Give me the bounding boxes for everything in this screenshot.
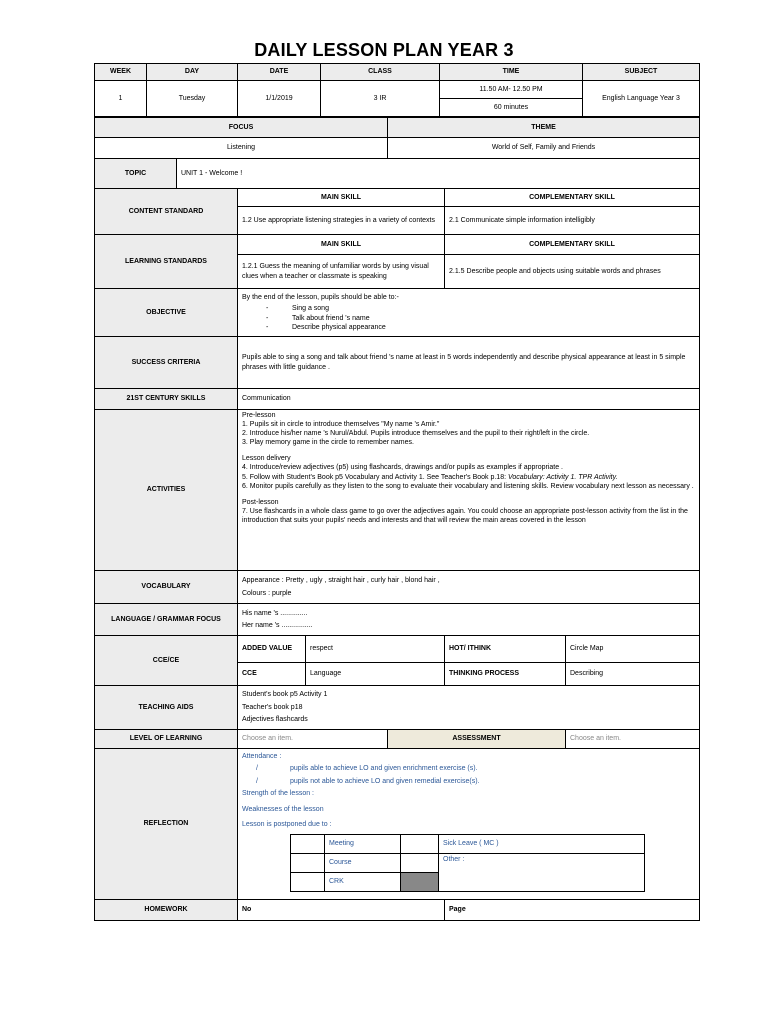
teaching-aid-item: Adjectives flashcards bbox=[242, 716, 308, 724]
added-value-label: ADDED VALUE bbox=[238, 636, 306, 663]
teaching-aid-item: Student's book p5 Activity 1 bbox=[242, 691, 328, 699]
post-lesson-title: Post-lesson bbox=[242, 498, 279, 506]
duration-value: 60 minutes bbox=[440, 99, 583, 117]
cce-label: CCE/CE bbox=[95, 636, 238, 686]
postponed-label: Lesson is postponed due to : bbox=[242, 821, 332, 829]
teaching-aids-label: TEACHING AIDS bbox=[95, 686, 238, 730]
day-header: DAY bbox=[147, 64, 238, 81]
crk-checkbox[interactable] bbox=[291, 872, 325, 891]
cce-sub-label: CCE bbox=[238, 663, 306, 686]
reflection-content bbox=[238, 749, 700, 900]
activity-step: 2. Introduce his/her name 's Nurul/Abdul. Pupils introduce themselves and the pupil to their right/left in the circle. bbox=[242, 430, 590, 438]
topic-label: TOPIC bbox=[95, 159, 177, 189]
grammar-label: LANGUAGE / GRAMMAR FOCUS bbox=[95, 604, 238, 636]
meeting-checkbox[interactable] bbox=[291, 834, 325, 853]
day-value: Tuesday bbox=[147, 81, 238, 117]
reflection-line-text: pupils able to achieve LO and given enrichment exercise (s). bbox=[290, 765, 478, 773]
checkbox-slash[interactable]: / bbox=[256, 777, 258, 785]
assessment-label: ASSESSMENT bbox=[388, 730, 566, 749]
activity-step-text: 5. Follow with Student's Book p5 Vocabulary and Activity 1. See Teacher's Book p.18: bbox=[242, 473, 507, 481]
teaching-aid-item: Teacher's book p18 bbox=[242, 703, 303, 711]
activities-label: ACTIVITIES bbox=[95, 410, 238, 571]
thinking-value: Describing bbox=[566, 663, 700, 686]
vocabulary-label: VOCABULARY bbox=[95, 571, 238, 604]
objective-intro: By the end of the lesson, pupils should be able to:- bbox=[242, 293, 399, 301]
objective-item: - Sing a song bbox=[266, 304, 695, 313]
vocabulary-line: Colours : purple bbox=[242, 589, 292, 597]
activity-step: 6. Monitor pupils carefully as they listen to the song to evaluate their vocabulary and listening skills. Review vocabulary next lesson as necessary . bbox=[242, 482, 694, 490]
class-header: CLASS bbox=[321, 64, 440, 81]
cce-value: Language bbox=[306, 663, 445, 686]
class-value: 3 IR bbox=[321, 81, 440, 117]
learning-comp-skill-header: COMPLEMENTARY SKILL bbox=[445, 235, 700, 255]
activity-step-italic: Vocabulary: Activity 1. TPR Activity. bbox=[507, 473, 618, 481]
objective-item: - Talk about friend 's name bbox=[266, 314, 695, 323]
homework-page-label: Page bbox=[445, 900, 700, 921]
homework-no-label: No bbox=[238, 900, 445, 921]
postponed-reasons bbox=[290, 834, 644, 892]
grammar-content bbox=[238, 604, 700, 636]
level-label: LEVEL OF LEARNING bbox=[95, 730, 238, 749]
week-value: 1 bbox=[95, 81, 147, 117]
subject-header: SUBJECT bbox=[583, 64, 700, 81]
level-select[interactable]: Choose an item. bbox=[238, 730, 388, 749]
other-checkbox[interactable] bbox=[401, 853, 439, 872]
checkbox-slash[interactable]: / bbox=[256, 765, 258, 773]
activity-step: 1. Pupils sit in circle to introduce themselves "My name 's Amir." bbox=[242, 421, 440, 429]
objective-content bbox=[238, 289, 700, 337]
page-title: DAILY LESSON PLAN YEAR 3 bbox=[254, 40, 514, 60]
other-label: Other : bbox=[439, 853, 645, 891]
assessment-select[interactable]: Choose an item. bbox=[566, 730, 700, 749]
course-checkbox[interactable] bbox=[291, 853, 325, 872]
reflection-line-text: pupils not able to achieve LO and given remedial exercise(s). bbox=[290, 777, 480, 785]
activity-step: 3. Play memory game in the circle to remember names. bbox=[242, 439, 414, 447]
content-main-skill-header: MAIN SKILL bbox=[238, 189, 445, 207]
subject-value: English Language Year 3 bbox=[583, 81, 700, 117]
skills-label: 21ST CENTURY SKILLS bbox=[95, 389, 238, 410]
grammar-line: His name 's .............. bbox=[242, 609, 308, 617]
date-header: DATE bbox=[238, 64, 321, 81]
learning-main-skill: 1.2.1 Guess the meaning of unfamiliar words by using visual clues when a teacher or classmate is speaking bbox=[238, 255, 445, 289]
weakness-label: Weaknesses of the lesson bbox=[242, 805, 324, 813]
sick-label: Sick Leave ( MC ) bbox=[439, 834, 645, 853]
homework-label: HOMEWORK bbox=[95, 900, 238, 921]
focus-header: FOCUS bbox=[95, 118, 388, 138]
learning-comp-skill: 2.1.5 Describe people and objects using suitable words and phrases bbox=[445, 255, 700, 289]
vocabulary-line: Appearance : Pretty , ugly , straight hair , curly hair , blond hair , bbox=[242, 577, 440, 585]
lesson-body-table bbox=[94, 117, 699, 921]
crk-label: CRK bbox=[325, 872, 401, 891]
success-criteria-text: Pupils able to sing a song and talk about friend 's name at least in 5 words independently and describe physical appearance at least in 5 simple phrases with little guidance . bbox=[238, 337, 700, 389]
theme-value: World of Self, Family and Friends bbox=[388, 138, 700, 159]
content-main-skill: 1.2 Use appropriate listening strategies in a variety of contexts bbox=[238, 207, 445, 235]
vocabulary-content bbox=[238, 571, 700, 604]
activity-step: 7. Use flashcards in a whole class game to go over the adjectives again. You could choose an appropriate post-lesson activity from the list in the introduction that suits your pupils' needs and interests and that will review the main areas covered in the lesson bbox=[242, 507, 688, 524]
shaded-cell bbox=[401, 872, 439, 891]
reflection-line bbox=[242, 764, 695, 773]
objective-list bbox=[242, 304, 695, 332]
learning-standards-label: LEARNING STANDARDS bbox=[95, 235, 238, 289]
activities-content bbox=[238, 410, 700, 571]
reflection-label: REFLECTION bbox=[95, 749, 238, 900]
grammar-line: Her name 's ................ bbox=[242, 622, 313, 629]
objective-item: - Describe physical appearance bbox=[266, 323, 695, 332]
activity-step: 4. Introduce/review adjectives (p5) using flashcards, drawings and/or pupils as examples if appropriate . bbox=[242, 464, 563, 472]
time-value: 11.50 AM- 12.50 PM bbox=[440, 81, 583, 99]
lesson-header-table bbox=[94, 63, 699, 117]
learning-main-skill-header: MAIN SKILL bbox=[238, 235, 445, 255]
teaching-aids-content bbox=[238, 686, 700, 730]
meeting-label: Meeting bbox=[325, 834, 401, 853]
date-value: 1/1/2019 bbox=[238, 81, 321, 117]
content-standard-label: CONTENT STANDARD bbox=[95, 189, 238, 235]
content-comp-skill-header: COMPLEMENTARY SKILL bbox=[445, 189, 700, 207]
focus-value: Listening bbox=[95, 138, 388, 159]
time-header: TIME bbox=[440, 64, 583, 81]
theme-header: THEME bbox=[388, 118, 700, 138]
added-value: respect bbox=[306, 636, 445, 663]
success-criteria-label: SUCCESS CRITERIA bbox=[95, 337, 238, 389]
course-label: Course bbox=[325, 853, 401, 872]
hot-label: HOT/ ITHINK bbox=[445, 636, 566, 663]
attendance-label: Attendance : bbox=[242, 753, 282, 760]
sick-checkbox[interactable] bbox=[401, 834, 439, 853]
hot-value: Circle Map bbox=[566, 636, 700, 663]
activity-step bbox=[242, 473, 695, 482]
reflection-line bbox=[242, 777, 695, 786]
thinking-label: THINKING PROCESS bbox=[445, 663, 566, 686]
topic-value: UNIT 1 - Welcome ! bbox=[177, 159, 700, 189]
pre-lesson-title: Pre-lesson bbox=[242, 412, 276, 419]
week-header: WEEK bbox=[95, 64, 147, 81]
content-comp-skill: 2.1 Communicate simple information intelligibly bbox=[445, 207, 700, 235]
lesson-delivery-title: Lesson delivery bbox=[242, 455, 291, 463]
strength-label: Strength of the lesson : bbox=[242, 790, 314, 798]
objective-label: OBJECTIVE bbox=[95, 289, 238, 337]
skills-value: Communication bbox=[238, 389, 700, 410]
